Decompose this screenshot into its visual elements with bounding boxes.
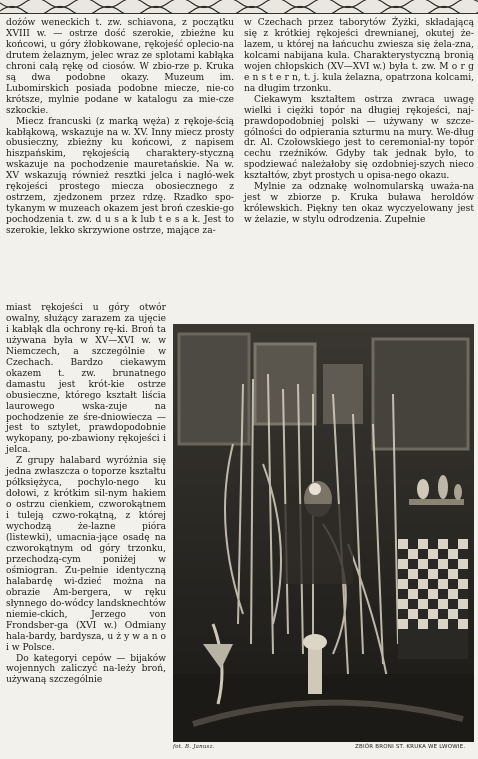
right-column-top	[244, 18, 474, 226]
armory-photo	[173, 324, 474, 742]
paragraph: miast rękojeści u góry otwór owalny, służący zarazem za ujęcie i kabłąk dla ochrony rę-ki. Broń ta używana była w XV—XVI w. w Niemczech, a szczególnie w Czechach. Bardzo ciekawym okazem t. zw. brunatnego damastu jest krót-kie ostrze obusieczne, którego kształt liścia laurowego wska-zuje na pochodzenie ze śre-dniowiecza — jest to sztylet, prawdopodobnie wykopany, po-zbawiony rękojeści i jelca.	[6, 303, 166, 456]
paragraph: Miecz francuski (z marką węża) z rękoje-ścią kabłąkową, wskazuje na w. XV. Inny miecz prosty obusieczny, zbieżny ku końcowi, z napisem hiszpańskim, rękojeścią charaktery-styczną wskazuje na pochodzenie mauretańskie. Na w. XV wskazują również resztki jelca i nagłó-wek rękojeści prostego miecza obosiecznego z ostrzem, zjedzonem przez rdzę. Rzadko spo-tykanym w muzeach okazem jest broń czeskie-go pochodzenia t. zw. d u s a k lub t e s a k. Jest to szerokie, lekko skrzywione ostrze, mające za-	[6, 116, 234, 237]
paragraph: dożów weneckich t. zw. schiavona, z początku XVIII w. — ostrze dość szerokie, zbieżne ku końcowi, u góry żłobkowane, rękojeść oplecio-na drutem żelaznym, jelec wraz ze splotami kabłąka chroni całą rękę od ciosów. W zbio-rze p. Kruka są dwa podobne okazy. Muzeum im. Lubomirskich posiada podobne miecze, nie-co krótsze, mylnie podane w katalogu za mie-cze szkockie.	[6, 18, 234, 116]
paragraph: Z grupy halabard wyróżnia się jedna zwłaszcza o toporze kształtu półksiężyca, pochylo-nego ku dołowi, z krótkim sil-nym hakiem o ostrzu cienkiem, czworokątnem i tuleją czwo-rokątną, z której wychodzą że-lazne pióra (listewki), umacnia-jące osadę na czworokątnym od góry trzonku, przechodzą-cym poniżej w ośmiogran. Zu-pełnie identyczną halabardę wi-dzieć można na obrazie Am-bergera, w ręku słynnego do-wódcy landsknechtów niemie-ckich, Jerzego von Frondsber-ga (XVI w.) Odmiany hala-bardy, bardysza, u ż y w a n o i w Polsce.	[6, 456, 166, 653]
paragraph: Mylnie za odznakę wolnomularską uważa-na jest w zbiorze p. Kruka buława heroldów królewskich. Piękny ten okaz wyczyelowany jest w żelazie, w stylu odrodzenia. Zupełnie	[244, 182, 474, 226]
photo-credit: fot. B. Janusz.	[173, 744, 215, 750]
paragraph: Do kategoryi cepów — bijaków wojennych zaliczyć na-leży broń, używaną szczególnie	[6, 653, 166, 686]
left-column-top	[6, 18, 234, 237]
paragraph: Ciekawym kształtem ostrza zwraca uwagę wielki i ciężki topór na długiej rękojeści, naj-prawdopodobniej polski — używany w szcze-gólności do odpierania szturmu na mury. We-dług dr. Al. Czołowskiego jest to ceremonial-ny topór cechu rzeźników. Gdyby tak jednak było, to spodziewać należałoby się ozdobniej-szych nieco kształtów, zbyt prostych u opisa-nego okazu.	[244, 94, 474, 182]
left-column-narrow	[6, 303, 166, 686]
ornamental-border	[0, 0, 478, 14]
armory-photo-icon	[173, 324, 474, 742]
paragraph: w Czechach przez taborytów Żyżki, składającą się z krótkiej rękojeści drewnianej, okutej że-lazem, u której na łańcuchu zwiesza się żela-zna, kolcami nabijana kula. Charakterystyczną bronią wojen chłopskich (XV—XVI w.) była t. zw. M o r g e n s t e r n, t. j. kula żelazna, opatrzona kolcami, na długim trzonku.	[244, 18, 474, 94]
photo-caption: ZBIÓR BRONI ST. KRUKA WE LWOWIE.	[355, 744, 466, 750]
